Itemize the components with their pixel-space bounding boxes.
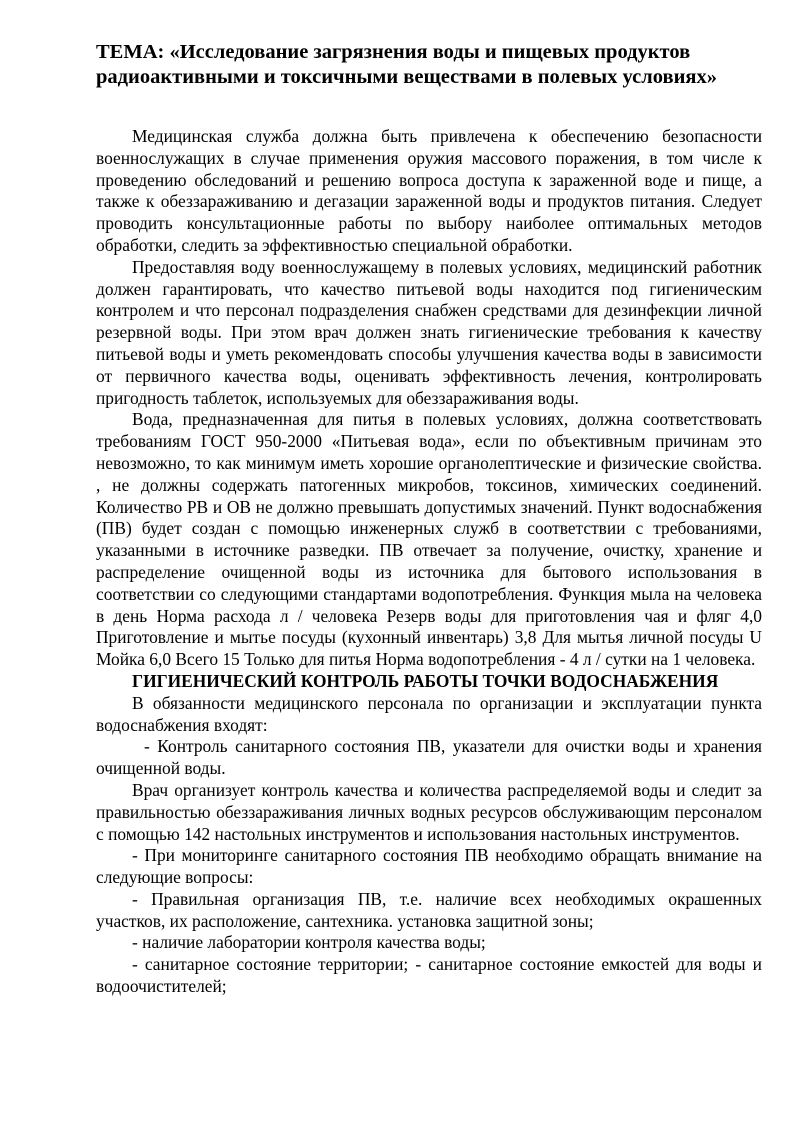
list-item-organization: - Правильная организация ПВ, т.е. наличие всех необходимых окрашенных участков, их расположение, сантехника. установка защитной зоны; (96, 888, 762, 931)
list-item-sanitary-control: - Контроль санитарного состояния ПВ, указатели для очистки воды и хранения очищенной воды. (96, 736, 762, 779)
paragraph-duties: В обязанности медицинского персонала по организации и эксплуатации пункта водоснабжения входят: (96, 692, 762, 735)
list-item-monitoring: - При мониторинге санитарного состояния ПВ необходимо обращать внимание на следующие вопросы: (96, 845, 762, 888)
paragraph-doctor-control: Врач организует контроль качества и количества распределяемой воды и следит за правильностью обеззараживания личных водных ресурсов обслуживающим персоналом с помощью 142 настольных инструментов и использования настольных инструментов. (96, 779, 762, 844)
list-item-territory: - санитарное состояние территории; - санитарное состояние емкостей для воды и водоочистителей; (96, 954, 762, 997)
document-body (96, 126, 762, 998)
paragraph-water-provision: Предоставляя воду военнослужащему в полевых условиях, медицинский работник должен гарантировать, что качество питьевой воды находится под гигиеническим контролем и что персонал подразделения снабжен средствами для дезинфекции личной резервной воды. При этом врач должен знать гигиенические требования к качеству питьевой воды и уметь рекомендовать способы улучшения качества воды в зависимости от первичного качества воды, оценивать эффективность лечения, контролировать пригодность таблеток, используемых для обеззараживания воды. (96, 256, 762, 408)
document-page (96, 40, 762, 998)
paragraph-intro: Медицинская служба должна быть привлечена к обеспечению безопасности военнослужащих в случае применения оружия массового поражения, в том числе к проведению обследований и решению вопроса доступа к зараженной воде и пище, а также к обеззараживанию и дегазации зараженной воды и продуктов питания. Следует проводить консультационные работы по выбору наиболее оптимальных методов обработки, следить за эффективностью специальной обработки. (96, 126, 762, 255)
section-heading: ГИГИЕНИЧЕСКИЙ КОНТРОЛЬ РАБОТЫ ТОЧКИ ВОДОСНАБЖЕНИЯ (132, 670, 719, 691)
paragraph-water-requirements: Вода, предназначенная для питья в полевых условиях, должна соответствовать требованиям ГОСТ 950-2000 «Питьевая вода», если по объективным причинам это невозможно, то как минимум иметь хорошие органолептические и физические свойства. , не должны содержать патогенных микробов, токсинов, химических соединений. Количество РВ и ОВ не должно превышать допустимых значений. Пункт водоснабжения (ПВ) будет создан с помощью инженерных служб в соответствии с требованиями, указанными в источнике разведки. ПВ отвечает за получение, очистку, хранение и распределение очищенной воды из источника для бытового использования в соответствии со следующими стандартами водопотребления. Функция мыла на человека в день Норма расхода л / человека Резерв воды для приготовления чая и фляг 4,0 Приготовление и мытье посуды (кухонный инвентарь) 3,8 Для мытья личной посуды U Мойка 6,0 Всего 15 Только для питья Норма водопотребления - 4 л / сутки на 1 человека. (96, 409, 762, 670)
document-title: ТЕМА: «Исследование загрязнения воды и пищевых продуктов радиоактивными и токсичными веществами в полевых условиях» (96, 41, 717, 88)
list-item-laboratory: - наличие лаборатории контроля качества воды; (132, 932, 486, 953)
